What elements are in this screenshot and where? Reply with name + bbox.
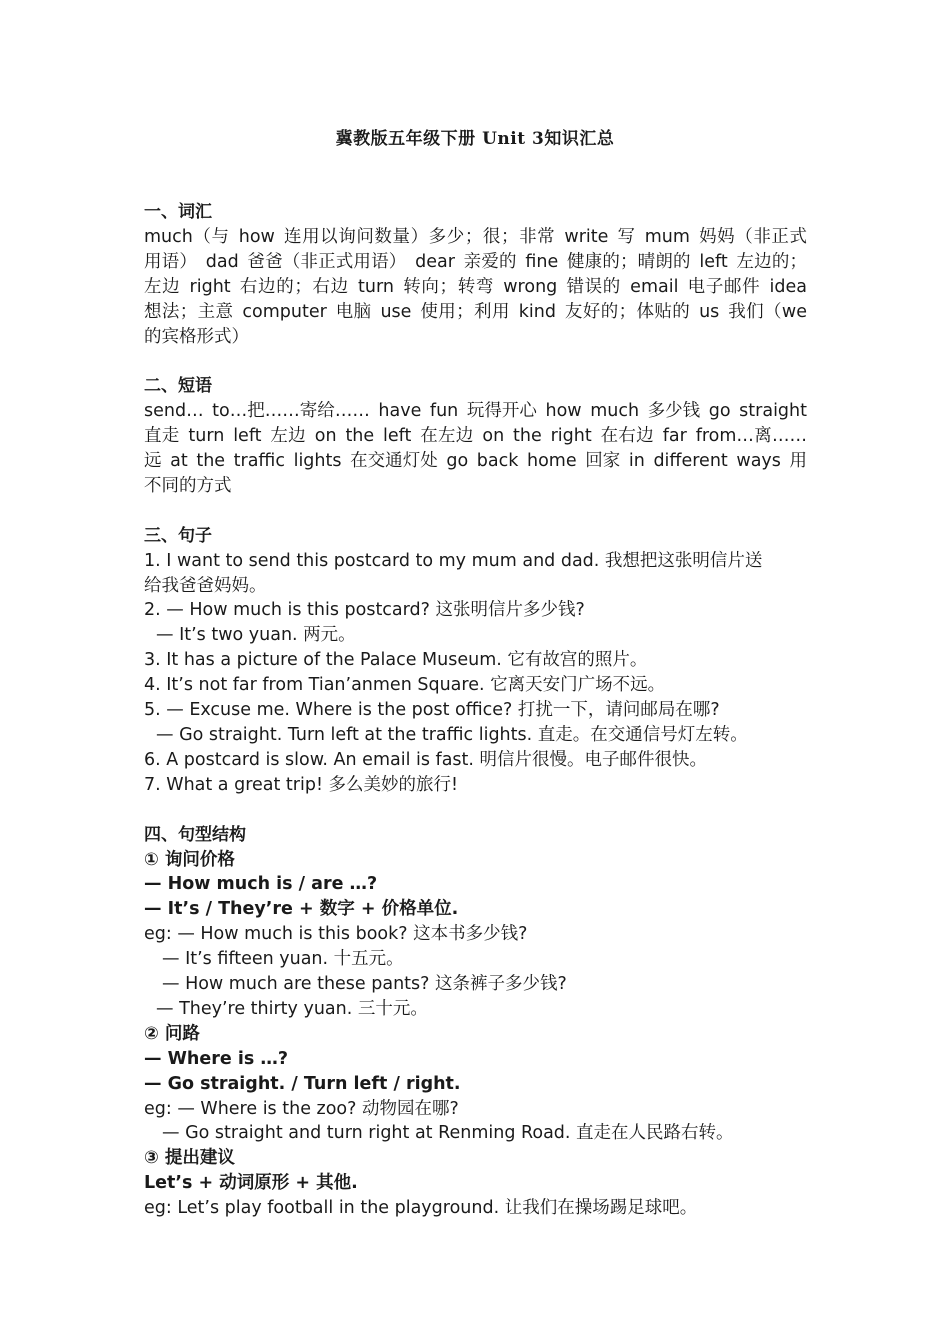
example-line: eg: Let’s play football in the playground. 让我们在操场踢足球吧。	[144, 1198, 698, 1219]
structures-heading: 四、句型结构	[144, 824, 246, 845]
suggest-subheading: ③ 提出建议	[144, 1148, 235, 1169]
sentence-line: — It’s two yuan. 两元。	[156, 625, 356, 646]
price-pattern-answer: — It’s / They’re + 数字 + 价格单位.	[144, 899, 459, 920]
phrases-text: send… to…把……寄给…… have fun 玩得开心 how much 多少钱 go straight 直走 turn left 左边 on the left 在左边 on the right 在右边 far from…离……远 at the traffic lights 在交通灯处 go back home 回家 in different ways 用不同的方式	[144, 401, 807, 496]
price-subheading: ① 询问价格	[144, 849, 235, 870]
document-body	[144, 200, 807, 1221]
sentence-line: 给我爸爸妈妈。	[144, 575, 267, 596]
document-title: 冀教版五年级下册 Unit 3知识汇总	[335, 129, 615, 149]
phrases-heading: 二、短语	[144, 376, 212, 397]
vocab-heading: 一、词汇	[144, 202, 212, 222]
sentence-line: 2. — How much is this postcard? 这张明信片多少钱?	[144, 600, 585, 621]
price-pattern-question: — How much is / are …?	[144, 874, 378, 895]
sentence-line: 3. It has a picture of the Palace Museum. 它有故宫的照片。	[144, 650, 648, 671]
section-spacer	[144, 349, 807, 374]
directions-pattern-answer: — Go straight. / Turn left / right.	[144, 1073, 461, 1094]
section-spacer	[144, 499, 807, 524]
section-spacer	[144, 798, 807, 823]
example-line: — It’s fifteen yuan. 十五元。	[162, 949, 404, 970]
example-line: — Go straight and turn right at Renming Road. 直走在人民路右转。	[162, 1123, 734, 1144]
sentence-line: 4. It’s not far from Tian’anmen Square. 它离天安门广场不远。	[144, 675, 666, 696]
example-line: eg: — Where is the zoo? 动物园在哪?	[144, 1098, 459, 1119]
directions-subheading: ② 问路	[144, 1023, 200, 1044]
sentence-line: — Go straight. Turn left at the traffic lights. 直走。在交通信号灯左转。	[156, 725, 748, 745]
directions-pattern-question: — Where is …?	[144, 1048, 288, 1069]
sentence-line: 7. What a great trip! 多么美妙的旅行!	[144, 774, 459, 795]
suggest-pattern: Let’s + 动词原形 + 其他.	[144, 1173, 358, 1194]
sentence-line: 5. — Excuse me. Where is the post office? 打扰一下，请问邮局在哪?	[144, 700, 720, 721]
sentence-line: 1. I want to send this postcard to my mum and dad. 我想把这张明信片送	[144, 550, 763, 571]
vocab-text: much（与 how 连用以询问数量）多少；很；非常 write 写 mum 妈妈（非正式用语） dad 爸爸（非正式用语） dear 亲爱的 fine 健康的；晴朗的 left 左边的；左边 right 右边的；右边 turn 转向；转弯 wrong 错误的 email 电子邮件 idea 想法；主意 computer 电脑 use 使用；利用 kind 友好的；体贴的 us 我们（we 的宾格形式）	[144, 226, 807, 347]
example-line: eg: — How much is this book? 这本书多少钱?	[144, 924, 528, 945]
sentence-line: 6. A postcard is slow. An email is fast. 明信片很慢。电子邮件很快。	[144, 749, 708, 770]
example-line: — They’re thirty yuan. 三十元。	[156, 998, 428, 1019]
sentences-heading: 三、句子	[144, 525, 212, 546]
example-line: — How much are these pants? 这条裤子多少钱?	[162, 974, 567, 995]
